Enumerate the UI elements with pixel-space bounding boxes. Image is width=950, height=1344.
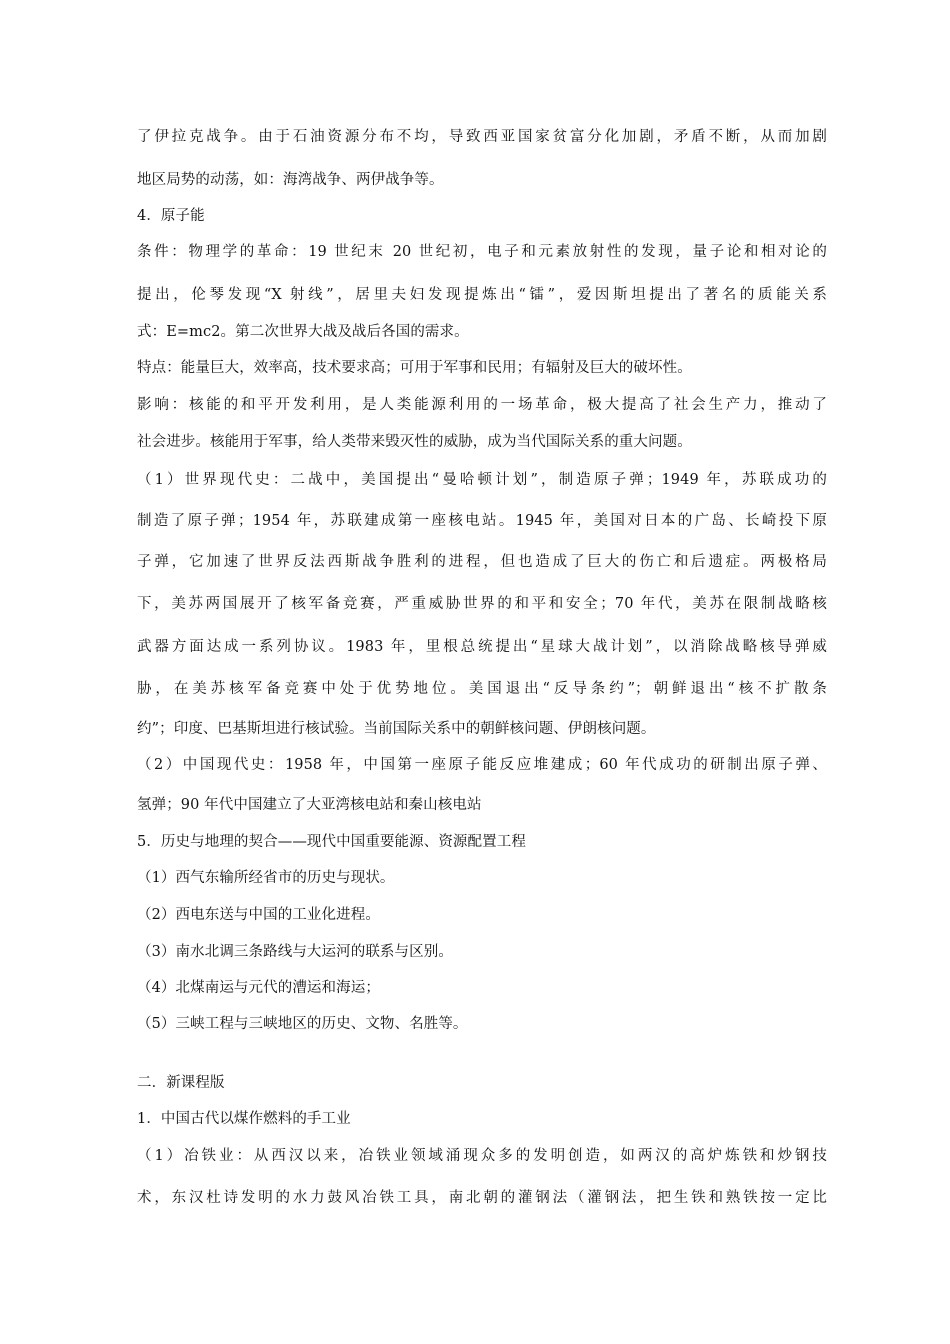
text-line: （1）冶铁业：从西汉以来，冶铁业领域涌现众多的发明创造，如两汉的高炉炼铁和炒钢技: [137, 1148, 827, 1164]
text-line: 子弹，它加速了世界反法西斯战争胜利的进程，但也造成了巨大的伤亡和后遗症。两极格局: [137, 554, 827, 570]
text-line: 条件：物理学的革命：19 世纪末 20 世纪初，电子和元素放射性的发现，量子论和相对论的: [137, 244, 827, 260]
section-heading: 5．历史与地理的契合——现代中国重要能源、资源配置工程: [137, 834, 526, 850]
text-line: 制造了原子弹；1954 年，苏联建成第一座核电站。1945 年，美国对日本的广岛、长崎投下原: [137, 513, 827, 529]
text-line: 胁，在美苏核军备竞赛中处于优势地位。美国退出“反导条约”；朝鲜退出“核不扩散条: [137, 681, 827, 697]
subsection-heading: 1．中国古代以煤作燃料的手工业: [137, 1111, 351, 1127]
text-line: 氢弹；90 年代中国建立了大亚湾核电站和秦山核电站: [137, 797, 482, 813]
text-line: 地区局势的动荡，如：海湾战争、两伊战争等。: [137, 172, 444, 188]
text-line: 社会进步。核能用于军事，给人类带来毁灭性的威胁，成为当代国际关系的重大问题。: [137, 434, 692, 450]
text-line: （2）中国现代史：1958 年，中国第一座原子能反应堆建成；60 年代成功的研制出原子弹、: [137, 757, 827, 773]
text-line: 术，东汉杜诗发明的水力鼓风冶铁工具，南北朝的灌钢法（灌钢法，把生铁和熟铁按一定比: [137, 1190, 827, 1206]
list-item: （3）南水北调三条路线与大运河的联系与区别。: [137, 944, 453, 960]
text-line: （1）世界现代史：二战中，美国提出“曼哈顿计划”，制造原子弹；1949 年，苏联成功的: [137, 472, 827, 488]
text-line: 式：E=mc2。第二次世界大战及战后各国的需求。: [137, 324, 469, 340]
text-line: 武器方面达成一系列协议。1983 年，里根总统提出“星球大战计划”，以消除战略核导弹威: [137, 639, 827, 655]
text-line: 影响：核能的和平开发利用，是人类能源利用的一场革命，极大提高了社会生产力，推动了: [137, 397, 827, 413]
section-heading: 二．新课程版: [137, 1075, 225, 1091]
text-line: 特点：能量巨大，效率高，技术要求高；可用于军事和民用；有辐射及巨大的破坏性。: [137, 360, 692, 376]
text-line: 约”；印度、巴基斯坦进行核试验。当前国际关系中的朝鲜核问题、伊朗核问题。: [137, 721, 656, 737]
list-item: （5）三峡工程与三峡地区的历史、文物、名胜等。: [137, 1016, 468, 1032]
text-line: 了伊拉克战争。由于石油资源分布不均，导致西亚国家贫富分化加剧，矛盾不断，从而加剧: [137, 129, 827, 145]
text-line: 提出，伦琴发现“X 射线”，居里夫妇发现提炼出“镭”，爱因斯坦提出了著名的质能关系: [137, 287, 827, 303]
text-line: 下，美苏两国展开了核军备竞赛，严重威胁世界的和平和安全；70 年代，美苏在限制战略核: [137, 596, 827, 612]
section-heading: 4．原子能: [137, 208, 205, 224]
list-item: （1）西气东输所经省市的历史与现状。: [137, 870, 395, 886]
list-item: （2）西电东送与中国的工业化进程。: [137, 907, 380, 923]
list-item: （4）北煤南运与元代的漕运和海运；: [137, 980, 380, 996]
